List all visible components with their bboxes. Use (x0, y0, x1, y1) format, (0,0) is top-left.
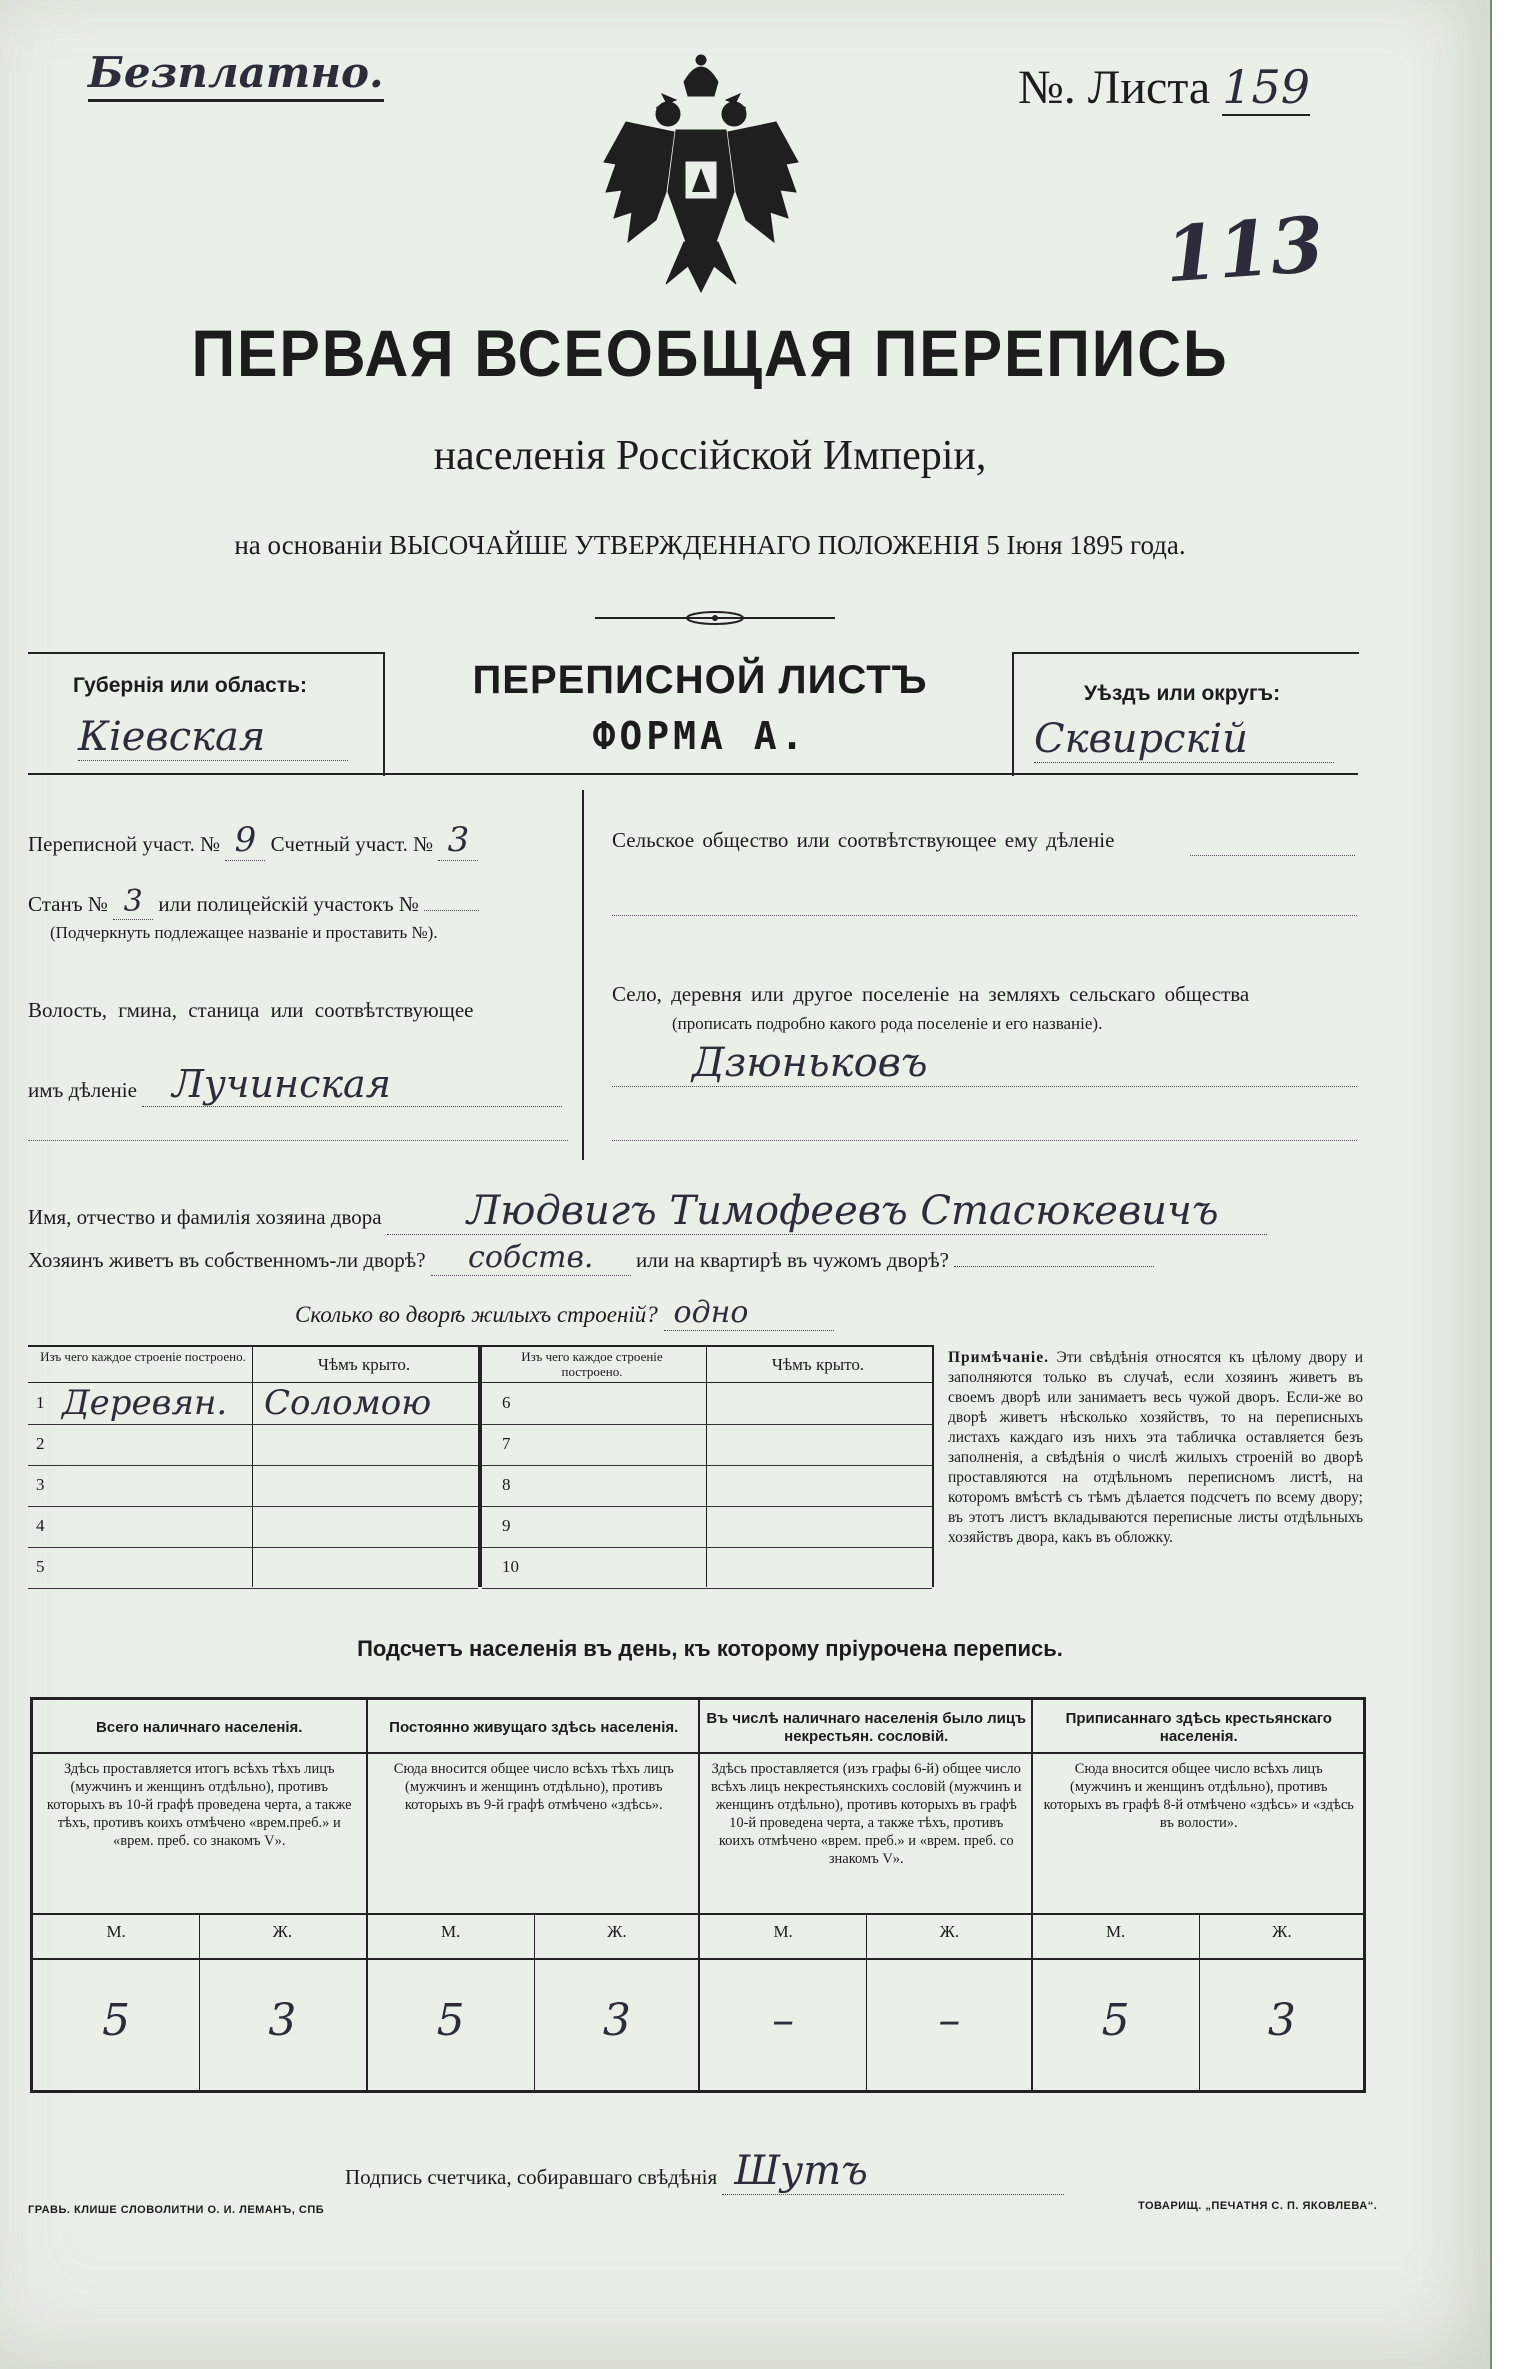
male-count: 5 (436, 1995, 465, 2046)
table-row (28, 1465, 478, 1507)
free-label: Безплатно. (88, 48, 384, 102)
printer-left: ГРАВЬ. КЛИШЕ СЛОВОЛИТНИ О. И. ЛЕМАНЪ, СПБ (28, 2204, 325, 2216)
village-label: Село, деревня или другое поселеніе на земляхъ сельскаго общества (612, 982, 1250, 1006)
own-yard-label: Хозяинъ живетъ въ собственномъ-ли дворѣ? (28, 1248, 426, 1272)
row-number: 5 (36, 1557, 45, 1576)
row-number: 2 (36, 1434, 45, 1453)
row-number: 10 (502, 1557, 519, 1576)
buildings-value: одно (664, 1295, 834, 1331)
table-row (482, 1547, 932, 1589)
village-note: (прописать подробно какого рода поселеніе и его названіе). (672, 1014, 1103, 1033)
male-count: 5 (1101, 1995, 1130, 2046)
roof-header: Чѣмъ крыто. (317, 1355, 411, 1374)
ornament-divider (595, 608, 835, 628)
note-head: Примѣчаніе. (948, 1349, 1049, 1366)
owner-name-value: Людвигъ Тимофеевъ Стасюкевичъ (387, 1188, 1267, 1235)
table-row (482, 1424, 932, 1466)
population-mf-rule (368, 1958, 701, 1960)
male-label: М. (1105, 1922, 1126, 1941)
population-table (30, 1697, 1366, 2093)
form-rule-top (28, 773, 1358, 775)
census-plot-label: Переписной участ. № (28, 832, 221, 856)
note-block (948, 1348, 1363, 1548)
stan-label: Станъ № (28, 892, 108, 916)
society-line-2 (612, 915, 1357, 916)
row-number: 4 (36, 1516, 45, 1535)
uezd-value: Сквирскій (1034, 716, 1334, 763)
census-subtitle: населенія Россійской Имперіи, (433, 433, 987, 479)
stan-value: 3 (113, 884, 153, 920)
own-yard-value: собств. (431, 1240, 631, 1276)
population-column-desc: Сюда вносится общее число всѣхъ лицъ (мужчинъ и женщинъ отдѣльно), противъ которыхъ въ графѣ 8-й отмѣчено «здѣсь» и «здѣсь въ волости». (1043, 1761, 1354, 1831)
population-column-desc: Сюда вносится общее число всѣхъ тѣхъ лицъ (мужчинъ и женщинъ отдѣльно), противъ которыхъ въ 9-й графѣ отмѣчено «здѣсь». (393, 1761, 674, 1813)
census-plot-value: 9 (225, 820, 265, 861)
population-column-desc: Здѣсь проставляется итогъ всѣхъ тѣхъ лицъ (мужчинъ и женщинъ отдѣльно), противъ которыхъ въ 10-й графѣ проведена черта, а также тѣхъ, противъ коихъ отмѣчено «врем.преб.» и «врем. преб. со знакомъ V». (46, 1761, 352, 1849)
village-value: Дзюньковъ (612, 1040, 1357, 1087)
count-plot-label: Счетный участ. № (270, 832, 434, 856)
population-column (33, 1700, 366, 2090)
form-subtitle: ФОРМА А. (592, 714, 808, 758)
row-number: 3 (36, 1475, 45, 1494)
volost-line (28, 1062, 562, 1107)
signature-line (345, 2148, 1064, 2195)
sheet-number-value: 159 (1222, 60, 1311, 114)
sheet-number (1018, 60, 1310, 115)
row-number: 8 (502, 1475, 511, 1494)
population-column-head: Приписаннаго здѣсь крестьянскаго населенія. (1065, 1710, 1332, 1745)
stan-line (28, 884, 479, 920)
population-title: Подсчетъ населенія въ день, къ которому пріурочена перепись. (357, 1636, 1063, 1661)
volost-label-2: имъ дѣленіе (28, 1078, 137, 1102)
population-mf-rule (1033, 1958, 1366, 1960)
gubernia-label: Губернія или область: (73, 674, 308, 697)
population-mf-rule (700, 1958, 1033, 1960)
volost-extra-line (28, 1140, 568, 1141)
population-head-rule (1033, 1752, 1366, 1754)
row-number: 1 (36, 1393, 45, 1412)
buildings-line (295, 1295, 834, 1331)
police-label: или полицейскій участокъ № (158, 892, 419, 916)
female-count: 3 (602, 1995, 631, 2046)
village-line-2 (612, 1140, 1357, 1141)
underline-note: (Подчеркнуть подлежащее названіе и проставить №). (50, 923, 438, 942)
owner-residence-line (28, 1240, 1154, 1276)
male-count: – (772, 1995, 795, 2046)
row-roof: Соломою (264, 1383, 432, 1423)
buildings-label: Сколько во дворѣ жилыхъ строеній? (295, 1302, 658, 1327)
society-line-1 (1190, 855, 1355, 856)
row-number: 7 (502, 1434, 511, 1453)
note-text: Эти свѣдѣнія относятся къ цѣлому двору и заполняются только въ случаѣ, если хозяинъ живетъ въ своемъ дворѣ или занимаетъ весь чужой дворъ. Если-же во дворѣ живетъ нѣсколько хозяйствъ, то на переписныхъ листахъ каждаго изъ нихъ эта табличка оставляется безъ заполненія, а свѣдѣнія о числѣ жилыхъ строеній во дворѣ проставляются на отдѣльномъ переписномъ листѣ, на которомъ вмѣстѣ съ тѣмъ дѣлается подсчетъ по всему двору; въ этотъ листъ вкладываются переписные листы отдѣльныхъ хозяйствъ двора, какъ въ обложку. (948, 1349, 1364, 1546)
table-row (28, 1424, 478, 1466)
table-row (482, 1465, 932, 1507)
census-basis: на основаніи ВЫСОЧАЙШЕ УТВЕРЖДЕННАГО ПОЛОЖЕНІЯ 5 Іюня 1895 года. (234, 530, 1186, 560)
table-row (482, 1383, 932, 1425)
population-column (366, 1700, 701, 2090)
double-headed-eagle-icon (596, 52, 806, 302)
population-head-rule (368, 1752, 701, 1754)
uezd-label: Уѣздъ или округъ: (1084, 682, 1281, 705)
female-label: Ж. (607, 1922, 627, 1941)
row-material: Деревян. (62, 1383, 228, 1423)
gubernia-box (28, 652, 385, 776)
female-count: 3 (268, 1995, 297, 2046)
female-count: – (938, 1995, 961, 2046)
female-label: Ж. (272, 1922, 293, 1941)
gubernia-value: Кіевская (78, 714, 348, 761)
table-row (482, 1506, 932, 1548)
rent-label: или на квартирѣ въ чужомъ дворѣ? (636, 1248, 949, 1272)
roof-header-right: Чѣмъ крыто. (771, 1355, 865, 1374)
rent-value (954, 1266, 1154, 1267)
female-label: Ж. (939, 1922, 960, 1941)
count-plot-value: 3 (438, 820, 478, 861)
owner-name-label: Имя, отчество и фамилія хозяина двора (28, 1205, 382, 1229)
row-number: 6 (502, 1393, 511, 1412)
material-header-right: Изъ чего каждое строеніе построено. (521, 1349, 663, 1379)
stamp-number: 113 (1162, 199, 1327, 300)
printer-right: ТОВАРИЩ. „ПЕЧАТНЯ С. П. ЯКОВЛЕВА“. (1138, 2200, 1378, 2212)
population-head-rule (33, 1752, 366, 1754)
population-column-head: Постоянно живущаго здѣсь населенія. (389, 1719, 679, 1736)
male-label: М. (106, 1922, 126, 1941)
population-head-rule (700, 1752, 1033, 1754)
table-row (28, 1506, 478, 1548)
signature-value: Шутъ (722, 2148, 1064, 2195)
census-title: ПЕРВАЯ ВСЕОБЩАЯ ПЕРЕПИСЬ (191, 316, 1229, 390)
population-column-head: Въ числѣ наличнаго населенія было лицъ некрестьян. сословій. (706, 1710, 1027, 1745)
volost-label: Волость, гмина, станица или соотвѣтствующее (28, 998, 474, 1022)
male-count: 5 (102, 1995, 131, 2046)
table-row (28, 1547, 478, 1589)
population-mf-rule (33, 1958, 366, 1960)
form-vertical-rule (582, 790, 584, 1160)
male-label: М. (773, 1922, 793, 1941)
society-label: Сельское общество или соотвѣтствующее ему дѣленіе (612, 828, 1115, 852)
population-column (1031, 1700, 1366, 2090)
buildings-table-left (28, 1345, 480, 1587)
buildings-table-right (480, 1345, 934, 1587)
female-label: Ж. (1272, 1922, 1292, 1941)
volost-value: Лучинская (142, 1062, 562, 1107)
sheet-number-label: №. Листа (1018, 61, 1211, 114)
male-label: М. (440, 1922, 461, 1941)
police-value (424, 910, 479, 911)
population-column-desc: Здѣсь проставляется (изъ графы 6-й) общее число всѣхъ лицъ некрестьянскихъ сословій (мужчинъ и женщинъ отдѣльно), противъ которыхъ въ графѣ 10-й проведена черта, а также тѣхъ, противъ коихъ отмѣчено «врем. преб.» и «врем. преб. со знакомъ V». (710, 1761, 1022, 1867)
owner-name-line (28, 1188, 1267, 1235)
form-title: ПЕРЕПИСНОЙ ЛИСТЪ (472, 658, 928, 702)
table-row (28, 1383, 478, 1425)
population-column (698, 1700, 1033, 2090)
material-header: Изъ чего каждое строеніе построено. (40, 1349, 246, 1364)
row-number: 9 (502, 1516, 511, 1535)
uezd-box (1012, 652, 1359, 776)
population-column-head: Всего наличнаго населенія. (96, 1719, 303, 1736)
female-count: 3 (1267, 1995, 1296, 2046)
census-plot-line (28, 820, 478, 861)
signature-label: Подпись счетчика, собиравшаго свѣдѣнія (345, 2165, 718, 2189)
